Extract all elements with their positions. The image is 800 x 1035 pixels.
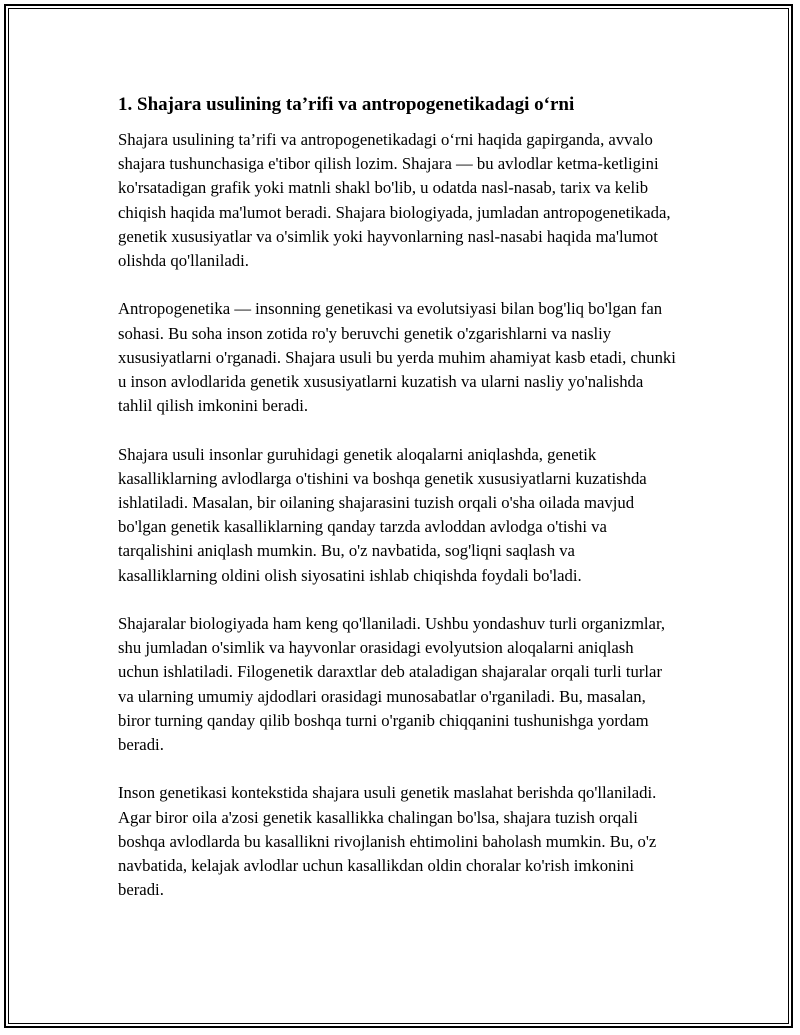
- paragraph-3: Shajara usuli insonlar guruhidagi genetik aloqalarni aniqlashda, genetik kasalliklarning avlodlarga o'tishini va boshqa genetik xususiyatlarni kuzatishda ishlatiladi. Masalan, bir oilaning shajarasini tuzish orqali o'sha oilada mavjud bo'lgan genetik kasalliklarning qanday tarzda avloddan avlodga o'tishi va tarqalishini aniqlash mumkin. Bu, o'z navbatida, sog'liqni saqlash va kasalliklarning oldini olish siyosatini ishlab chiqishda foydali bo'ladi.: [118, 444, 647, 585]
- document-body: [118, 92, 678, 927]
- paragraph-5: Inson genetikasi kontekstida shajara usuli genetik maslahat berishda qo'llaniladi. Agar biror oila a'zosi genetik kasallikka chalingan bo'lsa, shajara tuzish orqali boshqa avlodlarda bu kasallikni rivojlanish ehtimolini baholash mumkin. Bu, o'z navbatida, kelajak avlodlar uchun kasallikdan oldin choralar ko'rish imkonini beradi.: [118, 783, 657, 900]
- paragraph-4: Shajaralar biologiyada ham keng qo'llaniladi. Ushbu yondashuv turli organizmlar, shu jumladan o'simlik va hayvonlar orasidagi evolyutsion aloqalarni aniqlash uchun ishlatiladi. Filogenetik daraxtlar deb ataladigan shajaralar orqali turli turlar va ularning umumiy ajdodlari orasidagi munosabatlar o'rganiladi. Bu, masalan, biror turning qanday qilib boshqa turni o'rganib chiqqanini tushunishga yordam beradi.: [118, 614, 666, 755]
- section-heading: 1. Shajara usulining ta’rifi va antropogenetikadagi o‘rni: [118, 94, 575, 115]
- paragraph-1: Shajara usulining ta’rifi va antropogenetikadagi o‘rni haqida gapirganda, avvalo shajara tushunchasiga e'tibor qilish lozim. Shajara — bu avlodlar ketma-ketligini ko'rsatadigan grafik yoki matnli shakl bo'lib, u odatda nasl-nasab, tarix va kelib chiqish haqida ma'lumot beradi. Shajara biologiyada, jumladan antropogenetikada, genetik xususiyatlar va o'simlik yoki hayvonlarning nasl-nasabi haqida ma'lumot olishda qo'llaniladi.: [118, 130, 671, 271]
- paragraph-2: Antropogenetika — insonning genetikasi va evolutsiyasi bilan bog'liq bo'lgan fan sohasi. Bu soha inson zotida ro'y beruvchi genetik o'zgarishlarni va nasliy xususiyatlarni o'rganadi. Shajara usuli bu yerda muhim ahamiyat kasb etadi, chunki u inson avlodlarida genetik xususiyatlarni kuzatish va ularni nasliy yo'nalishda tahlil qilish imkonini beradi.: [118, 299, 676, 416]
